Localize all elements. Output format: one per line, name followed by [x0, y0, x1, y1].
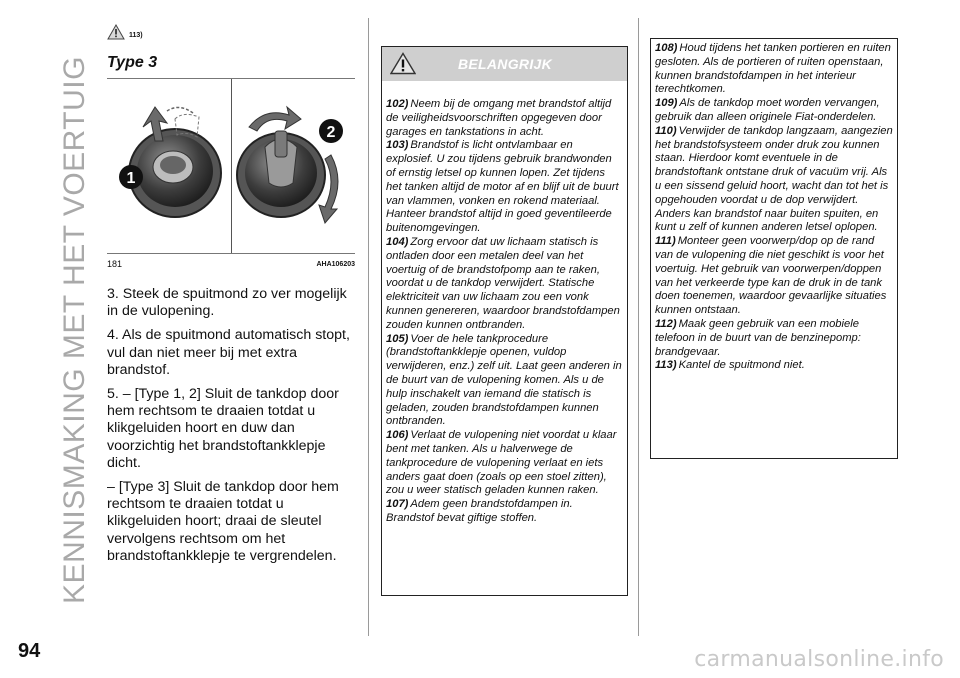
warning-notes-continued — [651, 39, 897, 373]
instruction-text — [107, 286, 355, 565]
warning-note — [386, 333, 623, 430]
side-section-title-text: KENNISMAKING MET HET VOERTUIG — [58, 56, 91, 604]
warning-box-continued — [650, 38, 898, 459]
note-number: 103) — [386, 139, 409, 152]
warning-note — [386, 498, 623, 526]
note-text: Monteer geen voorwerp/dop op de rand van de vulopening die niet geschikt is voor het voertuig. Het gebruik van voorwerpen/doppen van het verkeerde type kan de druk in de tank doen toenemen, waardoor gevaarlijke situaties kunnen ontstaan. — [655, 235, 887, 317]
note-text: Maak geen gebruik van een mobiele telefoon in de buurt van de benzinepomp: brandgevaar. — [655, 317, 861, 358]
figure-fuel-cap — [107, 78, 355, 254]
warning-note — [655, 359, 893, 373]
warning-box — [381, 46, 628, 596]
note-text: Als de tankdop moet worden vervangen, gebruik dan alleen originele Fiat-onderdelen. — [655, 97, 880, 123]
note-text: Verlaat de vulopening niet voordat u klaar bent met tanken. Als u halverwege de tankprocedure de vulopening verlaat en iets anders gaat doen (zoals op een stoel zitten), zou u weer statisch geladen kunnen raken. — [386, 429, 617, 497]
instruction-step: 4. Als de spuitmond automatisch stopt, vul dan niet meer bij met extra brandstof. — [107, 327, 350, 378]
column-divider — [638, 18, 639, 636]
note-text: Adem geen brandstofdampen in. Brandstof bevat giftige stoffen. — [386, 498, 573, 524]
figure-caption — [107, 258, 355, 270]
note-text: Brandstof is licht ontvlambaar en explosief. U zou tijdens gebruik brandwonden of ernstig letsel op kunnen lopen. Zet tijdens het tanken altijd de motor af en blijf uit de buurt van vlammen, vonken en rokend materiaal. Hanteer brandstof altijd in goed geventileerde buitenomgevingen. — [386, 139, 619, 235]
callout-2: 2 — [326, 124, 336, 141]
note-number: 110) — [655, 124, 677, 137]
warning-note — [655, 235, 893, 318]
callout-1: 1 — [126, 170, 136, 187]
warning-note — [655, 97, 893, 125]
note-number: 109) — [655, 97, 678, 110]
instruction-step: 5. – [Type 1, 2] Sluit de tankdop door hem rechtsom te draaien totdat u klikgeluiden hoort en duw dan voorzichtig het brandstoftankklepje dicht. — [107, 386, 339, 471]
note-text: Verwijder de tankdop langzaam, aangezien het brandstofsysteem onder druk zou kunnen staan. Hierdoor komt eventuele in de brandstoftank ontstane druk of vacuüm vrij. Als u een sissend geluid hoort, wacht dan tot het is opgehouden voordat u de dop verwijdert. Anders kan brandstof naar buiten spuiten, en kunt u zelf of kunnen anderen letsel oplopen. — [655, 124, 893, 234]
footnote-ref-number: 113) — [129, 32, 143, 39]
note-text: Houd tijdens het tanken portieren en ruiten gesloten. Als de portieren of ruiten openstaan, kunnen brandstofdampen in het interieur terechtkomen. — [655, 42, 891, 96]
warning-note — [386, 139, 623, 236]
note-number: 106) — [386, 429, 409, 442]
warning-triangle-icon — [390, 52, 416, 75]
instruction-step: – [Type 3] Sluit de tankdop door hem rechtsom te draaien totdat u klikgeluiden hoort; draai de sleutel vervolgens rechtsom om het brandstoftankklepje te vergrendelen. — [107, 479, 339, 564]
warning-note — [655, 125, 893, 235]
warning-title: BELANGRIJK — [458, 56, 553, 72]
warning-note — [386, 98, 623, 139]
warning-notes — [382, 81, 627, 526]
figure-number: 181 — [107, 259, 123, 269]
note-text: Kantel de spuitmond niet. — [678, 359, 805, 372]
warning-note — [655, 318, 893, 359]
left-column — [107, 24, 355, 572]
instruction-step: 3. Steek de spuitmond zo ver mogelijk in de vulopening. — [107, 286, 347, 320]
fuel-cap-close-illustration — [235, 101, 353, 231]
warning-note — [386, 236, 623, 333]
note-number: 112) — [655, 317, 677, 330]
note-text: Voer de hele tankprocedure (brandstoftankklepje openen, vuldop verwijderen, enz.) zelf uit. Laat geen anderen in de buurt van de vulopening komen. Als u de hulp inschakelt van iemand die statisch is geladen, zouden brandstofdampen kunnen ontbranden. — [386, 332, 622, 428]
fuel-cap-unlock-illustration — [111, 101, 229, 231]
figure-divider — [231, 79, 232, 253]
footnote-reference — [107, 24, 355, 42]
watermark-link[interactable]: carmanualsonline.info — [694, 647, 944, 672]
note-number: 102) — [386, 98, 409, 110]
note-number: 105) — [386, 332, 409, 345]
type-heading: Type 3 — [107, 54, 158, 71]
warning-header — [382, 47, 627, 81]
column-divider — [368, 18, 369, 636]
warning-triangle-icon — [107, 24, 125, 40]
note-number: 113) — [655, 359, 677, 372]
note-number: 107) — [386, 498, 409, 511]
note-number: 108) — [655, 42, 678, 54]
note-text: Zorg ervoor dat uw lichaam statisch is ontladen door een metalen deel van het voertuig of de brandstofpomp aan te raken, voordat u de tankdop verwijdert. Statische elektriciteit van uw lichaam zou een vonk kunnen genereren, waardoor brandstofdampen zouden kunnen ontbranden. — [386, 235, 620, 331]
note-number: 111) — [655, 235, 676, 248]
page-number: 94 — [18, 640, 41, 662]
warning-note — [386, 429, 623, 498]
note-number: 104) — [386, 235, 409, 248]
side-section-title — [58, 30, 92, 630]
note-text: Neem bij de omgang met brandstof altijd de veiligheidsvoorschriften opgegeven door garages en tankstations in acht. — [386, 98, 612, 138]
warning-note — [655, 42, 893, 97]
figure-code: AHA106203 — [316, 260, 355, 268]
